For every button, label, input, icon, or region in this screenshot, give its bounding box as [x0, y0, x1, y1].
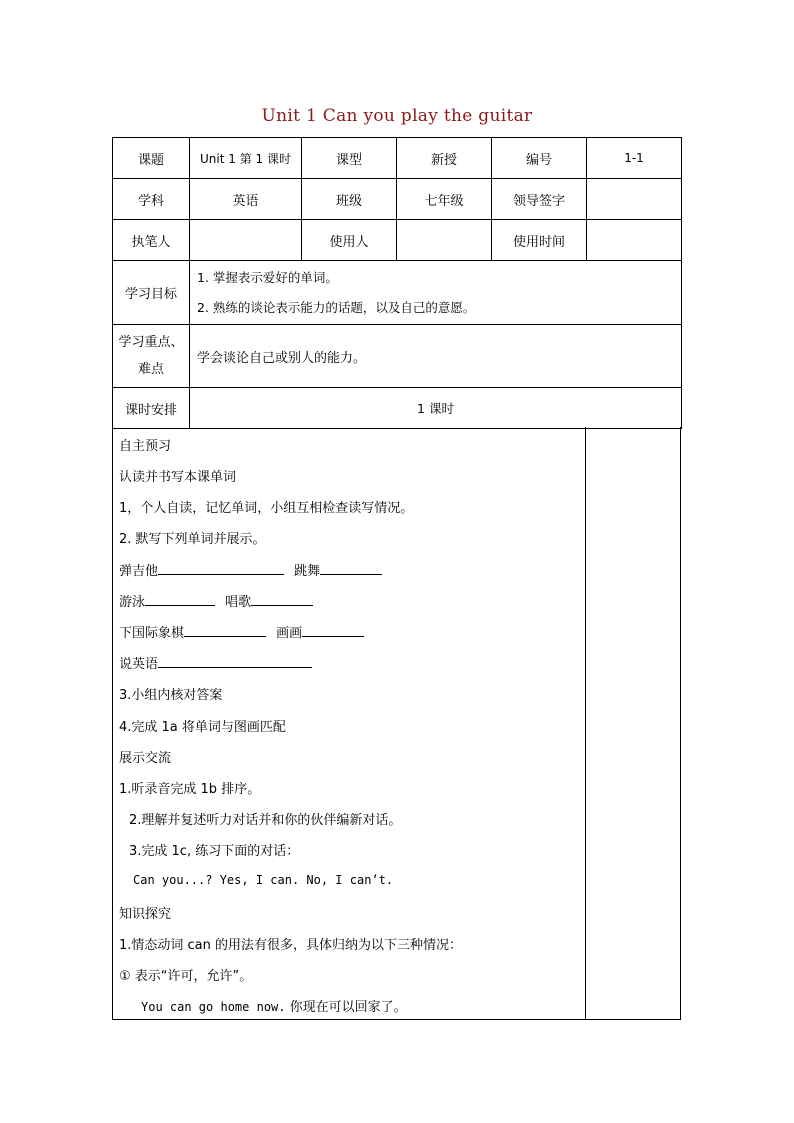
word-english: 说英语 [119, 657, 159, 672]
explore-heading: 知识探究 [119, 907, 172, 922]
example-english: You can go home now. [141, 1000, 286, 1014]
blank-dance[interactable] [320, 561, 382, 575]
label-subject: 学科 [113, 179, 190, 220]
schedule-value: 1 课时 [190, 388, 682, 429]
label-user: 使用人 [302, 220, 397, 261]
info-row-subject [113, 179, 682, 220]
label-schedule: 课时安排 [113, 388, 190, 429]
goal-item-1: 1. 掌握表示爱好的单词。 [197, 269, 338, 285]
signature-value[interactable] [587, 179, 682, 220]
author-value[interactable] [190, 220, 302, 261]
blank-guitar[interactable] [158, 561, 284, 575]
word-row-4 [119, 653, 312, 672]
goals-cell [190, 261, 682, 325]
focus-value: 学会谈论自己或别人的能力。 [190, 325, 682, 388]
page-title: Unit 1 Can you play the guitar [261, 106, 533, 126]
grade-value: 七年级 [397, 179, 492, 220]
example-sentence-1 [141, 996, 407, 1015]
user-value[interactable] [397, 220, 492, 261]
show-heading: 展示交流 [119, 751, 172, 766]
word-swim: 游泳 [119, 595, 146, 610]
step-4: 4.完成 1a 将单词与图画匹配 [119, 720, 286, 735]
word-chess: 下国际象棋 [119, 626, 185, 641]
word-row-1 [119, 560, 382, 579]
blank-chess[interactable] [184, 623, 266, 637]
blank-english[interactable] [158, 654, 312, 668]
topic-value: Unit 1 第 1 课时 [190, 138, 302, 179]
label-goals: 学习目标 [113, 261, 190, 325]
blank-draw[interactable] [302, 623, 364, 637]
show-item-2: 2.理解并复述听力对话并和你的伙伴编新对话。 [129, 813, 402, 828]
step-2: 2. 默写下列单词并展示。 [119, 532, 266, 547]
subject-value: 英语 [190, 179, 302, 220]
example-chinese: 你现在可以回家了。 [289, 1000, 407, 1015]
lesson-info-table [112, 137, 682, 429]
word-dance: 跳舞 [294, 564, 321, 579]
word-sing: 唱歌 [225, 595, 252, 610]
word-draw: 画画 [276, 626, 303, 641]
study-content-area [112, 427, 681, 1020]
step-3: 3.小组内核对答案 [119, 688, 223, 703]
show-item-3: 3.完成 1c, 练习下面的对话： [129, 844, 300, 859]
label-signature: 领导签字 [492, 179, 587, 220]
blank-swim[interactable] [145, 592, 215, 606]
info-row-focus [113, 325, 682, 388]
preview-subheading: 认读并书写本课单词 [119, 470, 237, 485]
word-guitar: 弹吉他 [119, 564, 159, 579]
word-row-2 [119, 591, 313, 610]
explore-usage-1: ① 表示“许可，允许”。 [119, 969, 253, 984]
label-focus-line2: 难点 [137, 362, 164, 377]
label-topic: 课题 [113, 138, 190, 179]
blank-sing[interactable] [251, 592, 313, 606]
type-value: 新授 [397, 138, 492, 179]
label-focus [113, 325, 190, 388]
label-type: 课型 [302, 138, 397, 179]
number-value: 1-1 [587, 138, 682, 179]
time-value[interactable] [587, 220, 682, 261]
info-row-author [113, 220, 682, 261]
column-divider [585, 427, 586, 1019]
explore-item-1: 1.情态动词 can 的用法有很多，具体归纳为以下三种情况： [119, 938, 463, 953]
info-row-schedule [113, 388, 682, 429]
preview-heading: 自主预习 [119, 439, 172, 454]
label-focus-line1: 学习重点、 [118, 335, 184, 350]
label-author: 执笔人 [113, 220, 190, 261]
goal-item-2: 2. 熟练的谈论表示能力的话题，以及自己的意愿。 [197, 299, 476, 315]
label-number: 编号 [492, 138, 587, 179]
label-time: 使用时间 [492, 220, 587, 261]
info-row-topic [113, 138, 682, 179]
word-row-3 [119, 622, 364, 641]
dialogue-example: Can you...? Yes, I can. No, I can’t. [133, 873, 394, 887]
show-item-1: 1.听录音完成 1b 排序。 [119, 782, 261, 797]
info-row-goals [113, 261, 682, 325]
label-class: 班级 [302, 179, 397, 220]
step-1: 1，个人自读，记忆单词，小组互相检查读写情况。 [119, 501, 414, 516]
